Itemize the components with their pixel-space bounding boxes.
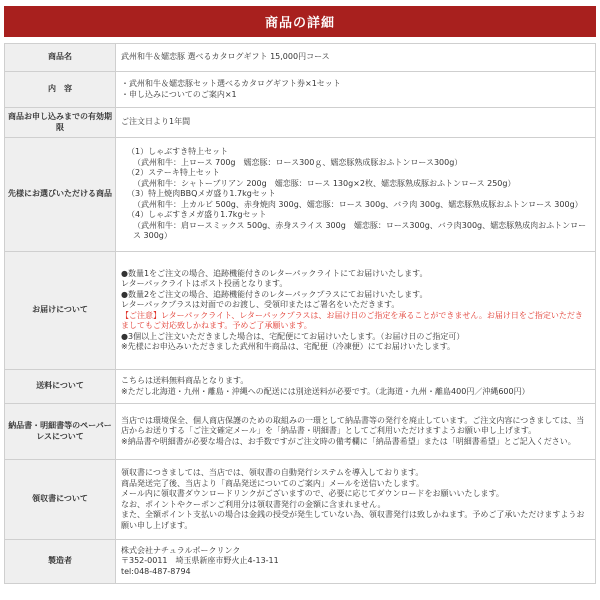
label-receipt: 領収書について <box>5 460 116 540</box>
label-shipping: 送料について <box>5 370 116 404</box>
label-product-name: 商品名 <box>5 44 116 72</box>
contents-line: ・武州和牛＆嬬恋豚セット選べるカタログギフト券×1セット <box>121 79 341 88</box>
value-choices <box>116 138 596 252</box>
row-delivery <box>5 252 596 370</box>
value-maker <box>116 540 596 584</box>
maker-address: 〒352-0011 埼玉県新座市野火止4-13-11 <box>121 556 279 566</box>
receipt-line: 領収書につきましては、当店では、領収書の自動発行システムを導入しております。 <box>121 468 424 477</box>
label-contents: 内 容 <box>5 72 116 108</box>
row-shipping <box>5 370 596 404</box>
paperless-line: 当店では環境保全、個人商店保護のための取組みの一環として納品書等の発行を廃止しています。ご注文内容につきましては、当店からお送りする「ご注文確定メール」を「納品書・明細書」としてご利用いただけますようお願い申し上げます。 <box>121 415 585 436</box>
delivery-line: レターパックライトはポスト投函となります。 <box>121 279 288 288</box>
delivery-warning: 【ご注意】レターパックライト、レターパックプラスは、お届け日のご指定を承ることができません。お届け日をご指定いただきましてもご対応致しかねます。予めご了承願います。 <box>121 310 583 330</box>
choice-title: （2）ステーキ特上セット <box>127 168 220 178</box>
row-deadline <box>5 108 596 138</box>
row-receipt <box>5 460 596 540</box>
contents-line: ・申し込みについてのご案内×1 <box>121 89 237 99</box>
value-contents <box>116 72 596 108</box>
receipt-line: なお、ポイントやクーポンご利用分は領収書発行の金額に含まれません。 <box>121 499 386 509</box>
deadline-text: ご注文日より1年間 <box>121 117 191 127</box>
value-receipt <box>116 460 596 540</box>
receipt-line: メール内に領収書ダウンロードリンクがございますので、必要に応じてダウンロードをお願いいたします。 <box>121 489 504 498</box>
receipt-line: また、全額ポイント支払いの場合は金銭の授受が発生していない為、領収書発行は致しかねます。予めご了承いただけますようお願い申し上げます。 <box>121 510 585 530</box>
label-delivery: お届けについて <box>5 252 116 370</box>
label-maker: 製造者 <box>5 540 116 584</box>
value-shipping <box>116 370 596 404</box>
maker-phone: tel:048-487-8794 <box>121 566 191 576</box>
delivery-line: ※先様にお申込みいただきました武州和牛商品は、宅配便（冷凍便）にてお届けいたします。 <box>121 342 456 351</box>
choice-detail: （武州和牛：シャトーブリアン 200g 嬬恋豚：ロース 130g×2枚、嬬恋豚熟成豚おふトンロース 250g） <box>133 178 516 188</box>
shipping-line: こちらは送料無料商品となります。 <box>121 376 249 385</box>
choice-title: （3）特上焼肉BBQメガ盛り1.7kgセット <box>127 189 276 199</box>
row-product-name <box>5 44 596 72</box>
delivery-line: レターパックプラスは対面でのお渡し、受領印またはご署名をいただきます。 <box>121 300 400 309</box>
delivery-line: ●3個以上ご注文いただきました場合は、宅配便にてお届けいたします。（お届け日のご指定可） <box>121 331 465 341</box>
label-deadline: 商品お申し込みまでの有効期限 <box>5 108 116 138</box>
row-contents <box>5 72 596 108</box>
choice-detail: （武州和牛：上ロース 700g 嬬恋豚：ロース300ｇ、嬬恋豚熟成豚おふトンロース300g） <box>133 157 463 167</box>
section-title-bar <box>4 6 596 37</box>
row-maker <box>5 540 596 584</box>
choice-title: （4）しゃぶすきメガ盛り1.7kgセット <box>127 210 267 220</box>
delivery-line: ●数量2をご注文の場合、追跡機能付きのレターパックプラスにてお届けいたします。 <box>121 289 428 299</box>
maker-company: 株式会社ナチュラルポークリンク <box>121 545 241 555</box>
label-paperless: 納品書・明細書等のペーパーレスについて <box>5 404 116 460</box>
shipping-line: ※ただし北海道・九州・離島・沖縄への配送には別途送料が必要です。（北海道・九州・離島400円／沖縄600円） <box>121 386 530 396</box>
product-spec-table <box>4 43 596 584</box>
delivery-line: ●数量1をご注文の場合、追跡機能付きのレターパックライトにてお届けいたします。 <box>121 268 428 278</box>
label-choices: 先様にお選びいただける商品 <box>5 138 116 252</box>
value-delivery <box>116 252 596 370</box>
row-choices <box>5 138 596 252</box>
value-paperless <box>116 404 596 460</box>
receipt-line: 商品発送完了後、当店より「商品発送についてのご案内」メールを送信いたします。 <box>121 478 425 488</box>
product-name-text: 武州和牛＆嬬恋豚 選べるカタログギフト 15,000円コース <box>121 52 330 62</box>
paperless-line: ※納品書や明細書が必要な場合は、お手数ですがご注文時の備考欄に「納品書希望」または「明細書希望」とご記入ください。 <box>121 436 576 446</box>
section-title: 商品の詳細 <box>264 16 335 31</box>
choice-detail: （武州和牛：肩ロースミックス 500g、赤身スライス 300g 嬬恋豚：ロース300g、バラ肉300g、嬬恋豚熟成肉おふトンロース 300g） <box>133 220 587 241</box>
choice-detail: （武州和牛：上カルビ 500g、赤身焼肉 300g、嬬恋豚：ロース 300g、バラ肉 300g、嬬恋豚熟成豚おふトンロース 300g） <box>133 199 583 209</box>
choice-title: （1）しゃぶすき特上セット <box>127 147 229 157</box>
value-deadline <box>116 108 596 138</box>
row-paperless <box>5 404 596 460</box>
value-product-name <box>116 44 596 72</box>
